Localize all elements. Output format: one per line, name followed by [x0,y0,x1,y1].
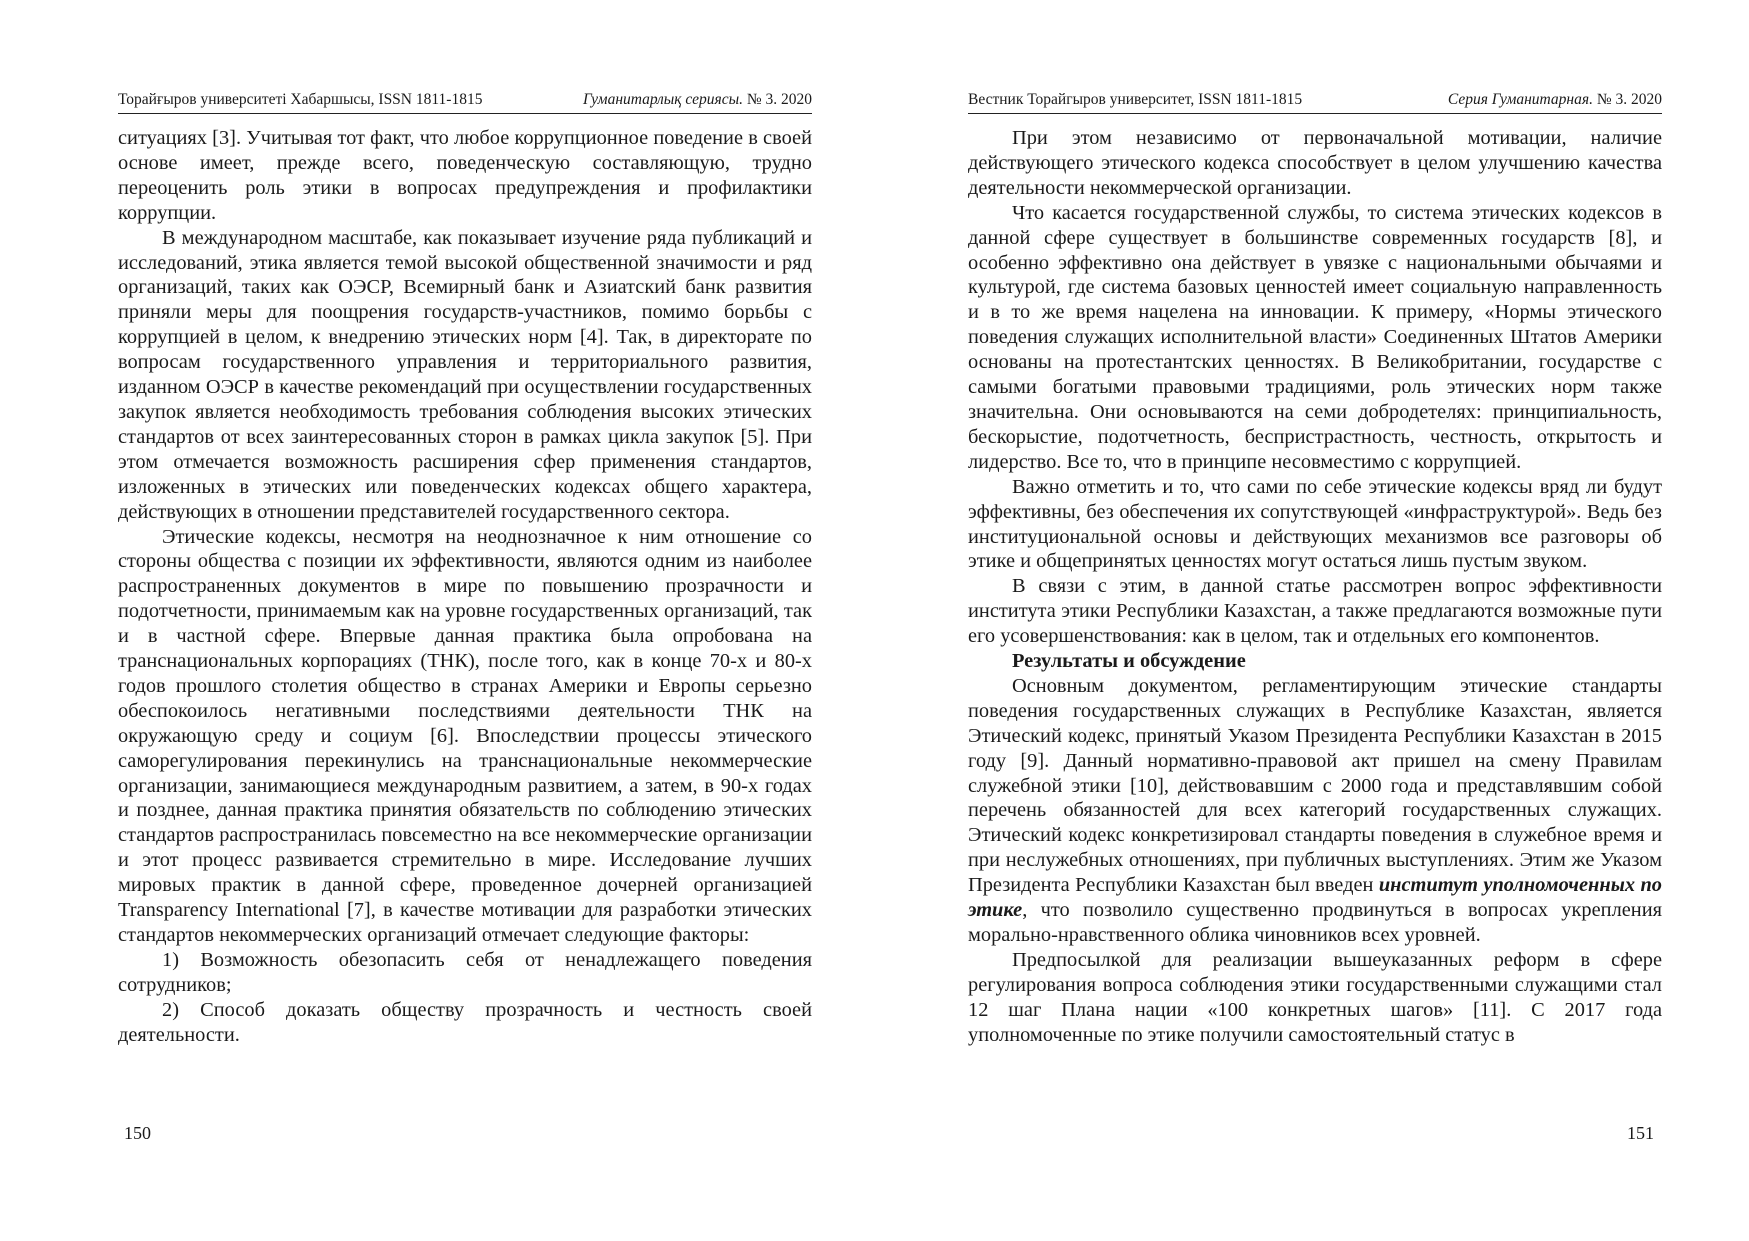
series-name: Серия Гуманитарная. [1447,91,1593,108]
paragraph [968,674,1662,948]
issue-number: № 3. 2020 [746,91,812,108]
emphasized-term: институт уполномоченных по этике [968,874,1662,922]
running-head-right [968,89,1662,114]
series-and-issue [1448,89,1662,111]
page-number: 150 [124,1123,151,1143]
left-page [118,0,812,1241]
running-head-left [118,89,812,114]
paragraph: В связи с этим, в данной статье рассмотрен вопрос эффективности института этики Республики Казахстан, а также предлагаются возможные пути его усовершенствования: как в целом, так и отдельных его компонентов. [968,575,1662,648]
list-item: 2) Способ доказать обществу прозрачность и честность своей деятельности. [118,998,812,1046]
paragraph: Что касается государственной службы, то система этических кодексов в данной сфере существует в большинстве современных государств [8], и особенно эффективно она действует в увязке с национальными обычаями и культурой, где система базовых ценностей имеет социальную направленность и в то же время нацелена на инновации. К примеру, «Нормы этического поведения служащих исполнительной власти» Соединенных Штатов Америки основаны на протестантских ценностях. В Великобритании, государстве с самыми богатыми правовыми традициями, роль этических норм также значительна. Они основываются на семи добродетелях: принципиальность, бескорыстие, подотчетность, беспристрастность, честность, открытость и лидерство. Все то, что в принципе несовместимо с коррупцией. [968,201,1662,473]
issue-number: № 3. 2020 [1596,91,1662,108]
paragraph: Предпосылкой для реализации вышеуказанных реформ в сфере регулирования вопроса соблюдения этики государственными служащими стал 12 шаг Плана нации «100 конкретных шагов» [11]. С 2017 года уполномоченные по этике получили самостоятельный статус в [968,948,1662,1046]
paragraph: При этом независимо от первоначальной мотивации, наличие действующего этического кодекса способствует в целом улучшению качества деятельности некоммерческой организации. [968,127,1662,199]
section-heading: Результаты и обсуждение [1012,650,1246,673]
page-number: 151 [1627,1123,1654,1143]
paragraph: ситуациях [3]. Учитывая тот факт, что любое коррупционное поведение в своей основе имеет, прежде всего, поведенческую составляющую, трудно переоценить роль этики в вопросах предупреждения и профилактики коррупции. [118,127,812,224]
paragraph-text: Основным документом, регламентирующим этические стандарты поведения государственных служащих в Республике Казахстан, является Этический кодекс, принятый Указом Президента Республики Казахстан в 2015 году [9]. Данный нормативно-правовой акт пришел на смену Правилам служебной этики [10], действовавшим с 2000 года и представлявшим собой перечень обязанностей для всех категорий государственных служащих. Этический кодекс конкретизировал стандарты поведения в служебное время и при неслужебных отношениях, при публичных выступлениях. Этим же Указом Президента Республики Казахстан был введен [968,674,1662,897]
right-page [968,0,1662,1241]
paragraph: Важно отметить и то, что сами по себе этические кодексы вряд ли будут эффективны, без обеспечения их сопутствующей «инфраструктурой». Ведь без институциональной основы и действующих механизмов все разговоры об этике и общепринятых ценностях могут остаться лишь пустым звуком. [968,475,1662,573]
paragraph: В международном масштабе, как показывает изучение ряда публикаций и исследований, этика является темой высокой общественной значимости и ряд организаций, таких как ОЭСР, Всемирный банк и Азиатский банк развития приняли меры для поощрения государств-участников, помимо борьбы с коррупцией в целом, к внедрению этических норм [4]. Так, в директорате по вопросам государственного управления и территориального развития, изданном ОЭСР в качестве рекомендаций при осуществлении государственных закупок является необходимость требования соблюдения высоких этических стандартов от всех заинтересованных сторон в рамках цикла закупок [5]. При этом отмечается возможность расширения сфер применения стандартов, изложенных в этических или поведенческих кодексах общего характера, действующих в отношении представителей государственного сектора. [118,226,812,523]
list-item: 1) Возможность обезопасить себя от ненадлежащего поведения сотрудников; [118,948,812,996]
right-page-body [968,126,1662,1048]
series-and-issue [583,89,812,111]
series-name: Гуманитарлық сериясы. [583,91,743,108]
journal-title: Торайғыров университеті Хабаршысы, ISSN 1811-1815 [118,91,483,108]
journal-title: Вестник Торайгыров университет, ISSN 1811-1815 [968,91,1303,108]
paragraph: Этические кодексы, несмотря на неоднозначное к ним отношение со стороны общества с позиции их эффективности, являются одним из наиболее распространенных документов в мире по повышению прозрачности и подотчетности, принимаемым как на уровне государственных организаций, так и в частной сфере. Впервые данная практика была опробована на транснациональных корпорациях (ТНК), после того, как в конце 70-х и 80-х годов прошлого столетия общество в странах Америки и Европы серьезно обеспокоилось негативными последствиями деятельности ТНК на окружающую среду и социум [6]. Впоследствии процессы этического саморегулирования перекинулись на транснациональные некоммерческие организации, занимающиеся международным развитием, а затем, в 90-х годах и позднее, данная практика принятия обязательств по соблюдению этических стандартов распространилась повсеместно на все некоммерческие организации и этот процесс развивается стремительно в мире. Исследование лучших мировых практик в данной сфере, проведенное дочерней организацией Transparency International [7], в качестве мотивации для разработки этических стандартов некоммерческих организаций отмечает следующие факторы: [118,525,812,946]
left-page-body [118,126,812,1048]
paragraph-text: , что позволило существенно продвинуться в вопросах укрепления морально-нравственного облика чиновников всех уровней. [968,899,1662,946]
